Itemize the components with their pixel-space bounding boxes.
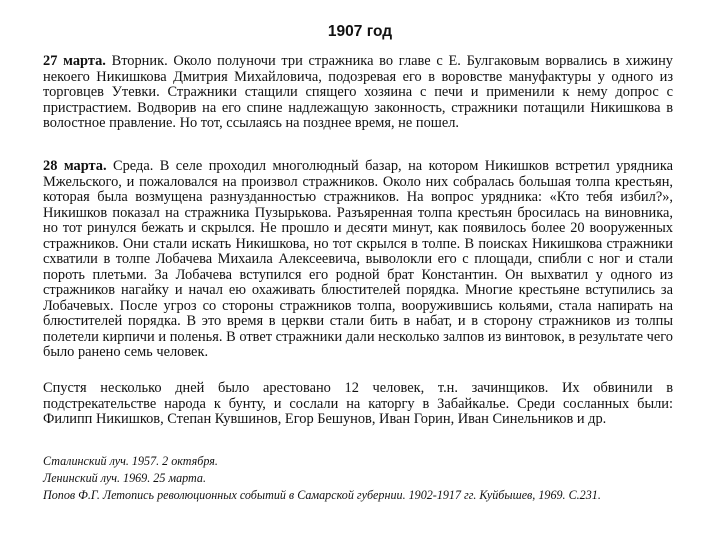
entry-text: Спустя несколько дней было арестовано 12 человек, т.н. зачинщиков. Их обвинили в подстрекательстве народа к бунту, и сослали на каторгу в Забайкалье. Среди сосланных были: Филипп Никишков, Степан Кувшинов, Егор Бешунов, Иван Горин, Иван Синельников и др. <box>43 380 673 427</box>
source-item: Сталинский луч. 1957. 2 октября. <box>43 454 218 468</box>
entry-march-28 <box>43 159 673 361</box>
page-title: 1907 год <box>327 23 393 40</box>
entry-date: 27 марта. <box>43 53 106 69</box>
entry-date: 28 марта. <box>43 158 107 174</box>
source-item: Ленинский луч. 1969. 25 марта. <box>43 471 206 485</box>
entry-text: Вторник. Около полуночи три стражника во главе с Е. Булгаковым ворвались в хижину некоего Никишкова Дмитрия Михайловича, подозревая его в воровстве мануфактуры у одного из торговцев Утевки. Стражники стащили спящего хозяина с печи и применили к нему допрос с пристрастием. Водворив на его спине надлежащую законность, стражники потащили Никишкова в волостное правление. Но тот, ссылаясь на позднее время, не пошел. <box>43 53 673 131</box>
entry-aftermath <box>43 381 673 428</box>
entry-text: Среда. В селе проходил многолюдный базар, на котором Никишков встретил урядника Мжельского, и пожаловался на произвол стражников. Около них собралась большая толпа крестьян, которая была возмущена разнузданностью стражников. На вопрос урядника: «Кто тебя избил?», Никишков показал на стражника Пузырькова. Разъяренная толпа крестьян бросилась на виновника, но тот ринулся бежать и скрылся. Не прошло и десяти минут, как появилось более 20 вооруженных стражников. Они стали искать Никишкова, но тот скрылся в толпе. В поисках Никишкова стражники схватили в толпе Лобачева Михаила Алексеевича, выволокли его с площади, спибли с ног и стали пороть плетьми. За Лобачева вступился его родной брат Константин. Он выхватил у одного из стражников нагайку и начал ею охаживать блюстителей порядка. Многие крестьяне вступились за Лобачевых. После угроз со стороны стражников толпа, вооружившись кольями, стала напирать на блюстителей порядка. В это время в церкви стали бить в набат, и в сторону стражников из толпы полетели кирпичи и поленья. В ответ стражники дали несколько залпов из винтовок, в результате чего было ранено семь человек. <box>43 158 673 360</box>
sources-list <box>43 453 673 504</box>
entry-march-27 <box>43 54 673 132</box>
source-item: Попов Ф.Г. Летопись революционных событий в Самарской губернии. 1902-1917 гг. Куйбышев, 1969. С.231. <box>43 488 601 502</box>
